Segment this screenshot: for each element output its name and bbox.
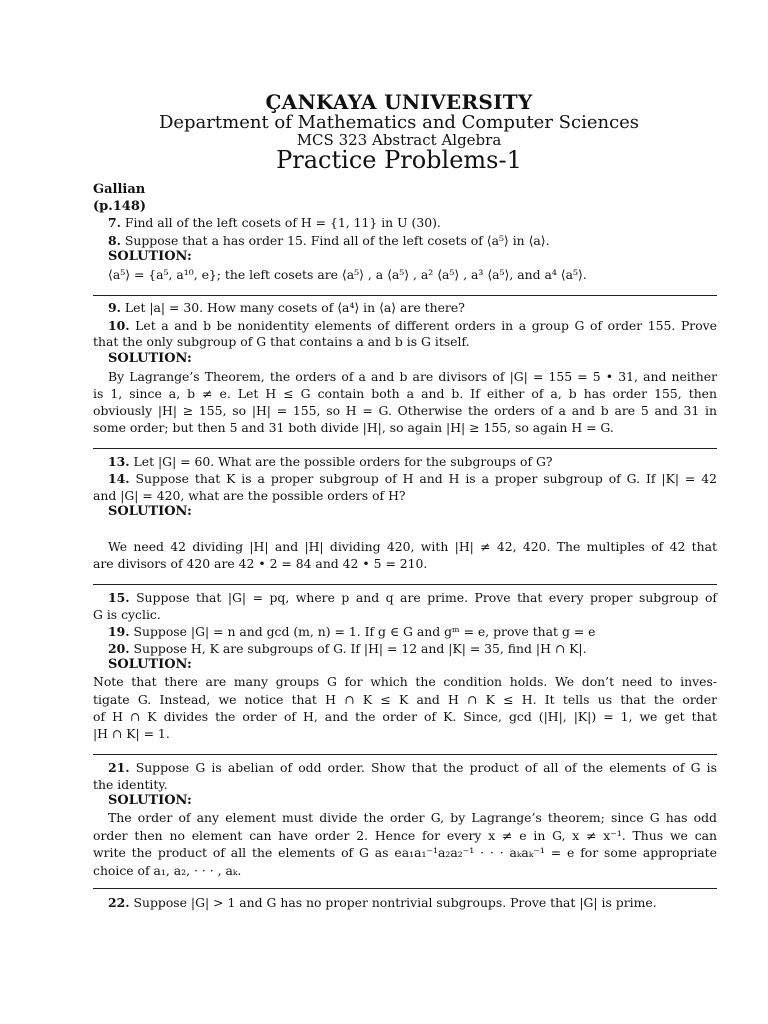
problem-number: 13. (108, 454, 130, 469)
problem-text: Suppose G is abelian of odd order. Show that the product of all of the elements of G is (135, 760, 717, 775)
solution-label: SOLUTION: (108, 793, 192, 808)
problem-10-line-1 (108, 317, 717, 334)
solution-label: SOLUTION: (108, 657, 192, 672)
problem-20 (108, 640, 717, 657)
solution-line: By Lagrange’s Theorem, the orders of a and b are divisors of |G| = 155 = 5 • 31, and neither (108, 369, 717, 384)
problem-number: 22. (108, 895, 130, 910)
department-name: Department of Mathematics and Computer Sciences (158, 112, 640, 133)
solution-line: |H ∩ K| = 1. (93, 726, 170, 741)
section-divider (93, 448, 717, 449)
problem-number: 8. (108, 233, 121, 248)
problem-number: 7. (108, 215, 121, 230)
problem-text: Find all of the left cosets of H = {1, 11} in U (30). (124, 215, 441, 230)
problem-15-line-2: G is cyclic. (93, 607, 161, 622)
problem-10-line-2: that the only subgroup of G that contains a and b is G itself. (93, 334, 470, 349)
problem-text: Let a and b be nonidentity elements of different orders in a group G of order 155. Prove (135, 318, 717, 333)
problem-text: Suppose |G| > 1 and G has no proper nontrivial subgroups. Prove that |G| is prime. (133, 895, 657, 910)
section-divider (93, 888, 717, 889)
solution-line: of H ∩ K divides the order of H, and the order of K. Since, gcd (|H|, |K|) = 1, we get that (93, 709, 717, 724)
problem-number: 19. (108, 624, 130, 639)
solution-label: SOLUTION: (108, 249, 192, 264)
problem-text: Suppose H, K are subgroups of G. If |H| = 12 and |K| = 35, find |H ∩ K|. (133, 641, 587, 656)
problem-number: 21. (108, 760, 130, 775)
problem-21-line-1 (108, 759, 717, 776)
problem-text: Suppose |G| = n and gcd (m, n) = 1. If g ∈ G and gᵐ = e, prove that g = e (133, 624, 596, 639)
solution-line: write the product of all the elements of G as ea₁a₁⁻¹a₂a₂⁻¹ · · · aₖaₖ⁻¹ = e for some appropriate (93, 845, 717, 860)
solution-line: tigate G. Instead, we notice that H ∩ K ≤ K and H ∩ K ≤ H. It tells us that the order (93, 692, 717, 707)
section-divider (93, 754, 717, 755)
section-divider (93, 295, 717, 296)
problem-number: 15. (108, 590, 130, 605)
solution-line: choice of a₁, a₂, · · · , aₖ. (93, 863, 242, 878)
section-divider (93, 584, 717, 585)
problem-14-line-2: and |G| = 420, what are the possible orders of H? (93, 488, 406, 503)
problem-number: 10. (108, 318, 130, 333)
problem-22 (108, 894, 717, 911)
problem-21-line-2: the identity. (93, 777, 168, 792)
problem-14-line-1 (108, 470, 717, 487)
solution-text: ⟨a⁵⟩ = {a⁵, a¹⁰, e}; the left cosets are ⟨a⁵⟩ , a ⟨a⁵⟩ , a² ⟨a⁵⟩ , a³ ⟨a⁵⟩, and a⁴ ⟨a⁵⟩. (108, 267, 587, 282)
university-name: ÇANKAYA UNIVERSITY (265, 90, 533, 114)
solution-line: are divisors of 420 are 42 • 2 = 84 and 42 • 5 = 210. (93, 556, 428, 571)
problem-number: 20. (108, 641, 130, 656)
document-title: Practice Problems-1 (276, 146, 522, 174)
problem-9 (108, 299, 717, 316)
solution-line: order then no element can have order 2. Hence for every x ≠ e in G, x ≠ x⁻¹. Thus we can (93, 828, 717, 843)
solution-label: SOLUTION: (108, 351, 192, 366)
problem-7 (108, 214, 717, 231)
problem-text: Suppose that |G| = pq, where p and q are prime. Prove that every proper subgroup of (136, 590, 717, 605)
course-title: MCS 323 Abstract Algebra (296, 131, 502, 149)
page-reference: (p.148) (93, 199, 147, 214)
solution-line: is 1, since a, b ≠ e. Let H ≤ G contain both a and b. If either of a, b has order 155, then (93, 386, 717, 401)
solution-line: The order of any element must divide the order G, by Lagrange’s theorem; since G has odd (108, 810, 717, 825)
solution-line: obviously |H| ≥ 155, so |H| = 155, so H = G. Otherwise the orders of a and b are 5 and 31 in (93, 403, 717, 418)
problem-text: Suppose that K is a proper subgroup of H and H is a proper subgroup of G. If |K| = 42 (135, 471, 717, 486)
problem-number: 9. (108, 300, 121, 315)
solution-line: some order; but then 5 and 31 both divide |H|, so again |H| ≥ 155, so again H = G. (93, 420, 614, 435)
problem-15-line-1 (108, 589, 717, 606)
problem-19 (108, 623, 717, 640)
problem-text: Let |a| = 30. How many cosets of ⟨a⁴⟩ in ⟨a⟩ are there? (124, 300, 465, 315)
solution-label: SOLUTION: (108, 504, 192, 519)
problem-text: Let |G| = 60. What are the possible orders for the subgroups of G? (133, 454, 553, 469)
problem-13 (108, 453, 717, 470)
source-label: Gallian (93, 182, 146, 197)
problem-8 (108, 232, 717, 249)
problem-number: 14. (108, 471, 130, 486)
solution-line: Note that there are many groups G for which the condition holds. We don’t need to inves- (93, 674, 717, 689)
solution-line: We need 42 dividing |H| and |H| dividing 420, with |H| ≠ 42, 420. The multiples of 42 that (108, 539, 717, 554)
problem-text: Suppose that a has order 15. Find all of the left cosets of ⟨a⁵⟩ in ⟨a⟩. (124, 233, 550, 248)
